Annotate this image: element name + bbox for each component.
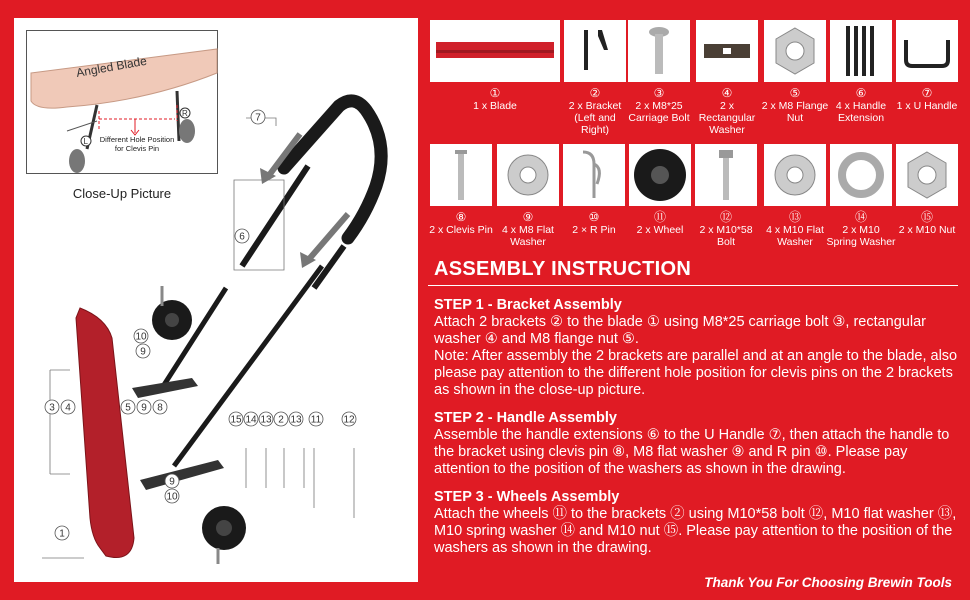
exploded-drawing [14, 18, 418, 582]
part-label-m10-nut [892, 210, 962, 236]
part-number: ⑮ [920, 210, 933, 224]
part-description: 2 x M10 Spring Washer [826, 224, 896, 248]
step-2 [428, 409, 958, 478]
part-number: ⑦ [921, 86, 933, 100]
part-description: 2 x M8*25 Carriage Bolt [628, 100, 690, 124]
part-image-m10-nut [896, 144, 958, 206]
part-description: 2 x Wheel [636, 224, 684, 236]
part-description: 2 × R Pin [572, 224, 616, 236]
callout-13a: 13 [260, 414, 272, 426]
callout-15: 15 [230, 414, 242, 426]
part-description: 2 x M10 Nut [898, 224, 956, 236]
part-label-u-handle [892, 86, 962, 112]
thank-you-note: Thank You For Choosing Brewin Tools [704, 575, 952, 590]
diagram-panel [14, 18, 418, 582]
part-number: ⑩ [588, 210, 600, 224]
part-number: ② [589, 86, 601, 100]
step-2-title: STEP 2 - Handle Assembly [434, 410, 617, 426]
part-label-clevis-pin [426, 210, 496, 236]
part-label-wheel [625, 210, 695, 236]
closeup-blade-label: Angled Blade [75, 53, 148, 80]
callout-1: 1 [59, 528, 65, 540]
callout-4: 4 [65, 402, 71, 414]
part-number: ④ [721, 86, 733, 100]
closeup-hole-note: Different Hole Position for Clevis Pin [99, 135, 175, 153]
part-number: ⑪ [653, 210, 666, 224]
part-label-m8-flat-washer [493, 210, 563, 248]
callout-13b: 13 [290, 414, 302, 426]
handle-extension-left-upper [242, 166, 308, 266]
part-image-handle-extension [830, 20, 892, 82]
part-description: 2 x M10*58 Bolt [699, 224, 753, 248]
callout-9a: 9 [141, 402, 147, 414]
part-label-carriage-bolt [624, 86, 694, 124]
part-image-m8-flat-washer [497, 144, 559, 206]
part-image-bracket [564, 20, 626, 82]
part-description: 2 x Clevis Pin [429, 224, 493, 236]
callout-14: 14 [245, 414, 257, 426]
part-label-m10-spring-washer [826, 210, 896, 248]
part-description: 4 x Handle Extension [835, 100, 887, 124]
closeup-right-marker: R [182, 109, 188, 118]
part-image-clevis-pin [430, 144, 492, 206]
bracket-lower [140, 460, 224, 490]
step-3 [428, 488, 958, 557]
blade [76, 308, 134, 558]
part-number: ⑨ [522, 210, 534, 224]
callout-12: 12 [343, 414, 355, 426]
part-description: 2 x M8 Flange Nut [761, 100, 829, 124]
part-number: ⑬ [788, 210, 801, 224]
part-description: 4 x M10 Flat Washer [766, 224, 824, 248]
part-image-rectangular-washer [696, 20, 758, 82]
step-2-text: Assemble the handle extensions ⑥ to the U Handle ⑦, then attach the handle to the bracket using clevis pin ⑧, M8 flat washer ⑨ and R pin ⑩. Please pay attention to the position of the washers as shown in the drawing. [434, 427, 950, 477]
callout-6: 6 [239, 231, 245, 243]
callout-9c: 9 [169, 476, 175, 488]
part-label-m10-bolt [691, 210, 761, 248]
callout-10b: 10 [166, 491, 178, 503]
part-description: 2 x Bracket (Left and Right) [568, 100, 622, 136]
closeup-caption: Close-Up Picture [72, 186, 172, 201]
part-image-m10-bolt [695, 144, 757, 206]
callout-7: 7 [255, 112, 261, 124]
part-label-blade [426, 86, 564, 112]
step-1-title: STEP 1 - Bracket Assembly [434, 297, 622, 313]
part-number: ⑥ [855, 86, 867, 100]
part-label-r-pin [559, 210, 629, 236]
part-image-m10-flat-washer [764, 144, 826, 206]
part-number: ⑭ [854, 210, 867, 224]
part-description: 4 x M8 Flat Washer [502, 224, 554, 248]
closeup-left-marker: L [83, 137, 88, 146]
part-number: ⑫ [719, 210, 732, 224]
callout-8: 8 [157, 402, 163, 414]
part-image-carriage-bolt [628, 20, 690, 82]
part-image-flange-nut [764, 20, 826, 82]
callout-5: 5 [125, 402, 131, 414]
step-1 [428, 296, 958, 399]
part-label-rectangular-washer [692, 86, 762, 136]
part-image-r-pin [563, 144, 625, 206]
step-3-title: STEP 3 - Wheels Assembly [434, 489, 620, 505]
callout-11: 11 [310, 414, 322, 426]
part-number: ⑤ [789, 86, 801, 100]
callout-9b: 9 [140, 346, 146, 358]
part-description: 1 x Blade [473, 100, 517, 112]
assembly-instructions [428, 258, 958, 567]
part-image-m10-spring-washer [830, 144, 892, 206]
part-label-flange-nut [760, 86, 830, 124]
handle-extension-right-lower [174, 266, 322, 466]
part-description: 2 x Rectangular Washer [698, 100, 756, 136]
part-label-m10-flat-washer [760, 210, 830, 248]
callout-10a: 10 [135, 331, 147, 343]
u-handle [284, 101, 381, 238]
part-image-blade [430, 20, 560, 82]
part-label-bracket [560, 86, 630, 136]
step-1-text: Attach 2 brackets ② to the blade ① using M8*25 carriage bolt ③, rectangular washer ④ and M8 flange nut ⑤. [434, 314, 926, 347]
part-description: 1 x U Handle [896, 100, 958, 112]
step-1-note: Note: After assembly the 2 brackets are parallel and at an angle to the blade, also please pay attention to the different hole position for clevis pins on the 2 brackets as shown in the close-up picture. [434, 348, 958, 398]
part-image-u-handle [896, 20, 958, 82]
part-number: ① [489, 86, 501, 100]
wheel-upper [152, 300, 192, 340]
callout-2: 2 [278, 414, 284, 426]
callout-3: 3 [49, 402, 55, 414]
part-image-wheel [629, 144, 691, 206]
part-label-handle-extension [826, 86, 896, 124]
step-3-text: Attach the wheels ⑪ to the brackets ② using M10*58 bolt ⑫, M10 flat washer ⑬, M10 spring washer ⑭ and M10 nut ⑮. Please pay attention to the position of the washers as shown in the drawing. [434, 506, 957, 556]
part-number: ③ [653, 86, 665, 100]
wheel-lower [202, 506, 246, 550]
part-number: ⑧ [455, 210, 467, 224]
instruction-title: ASSEMBLY INSTRUCTION [428, 258, 958, 286]
